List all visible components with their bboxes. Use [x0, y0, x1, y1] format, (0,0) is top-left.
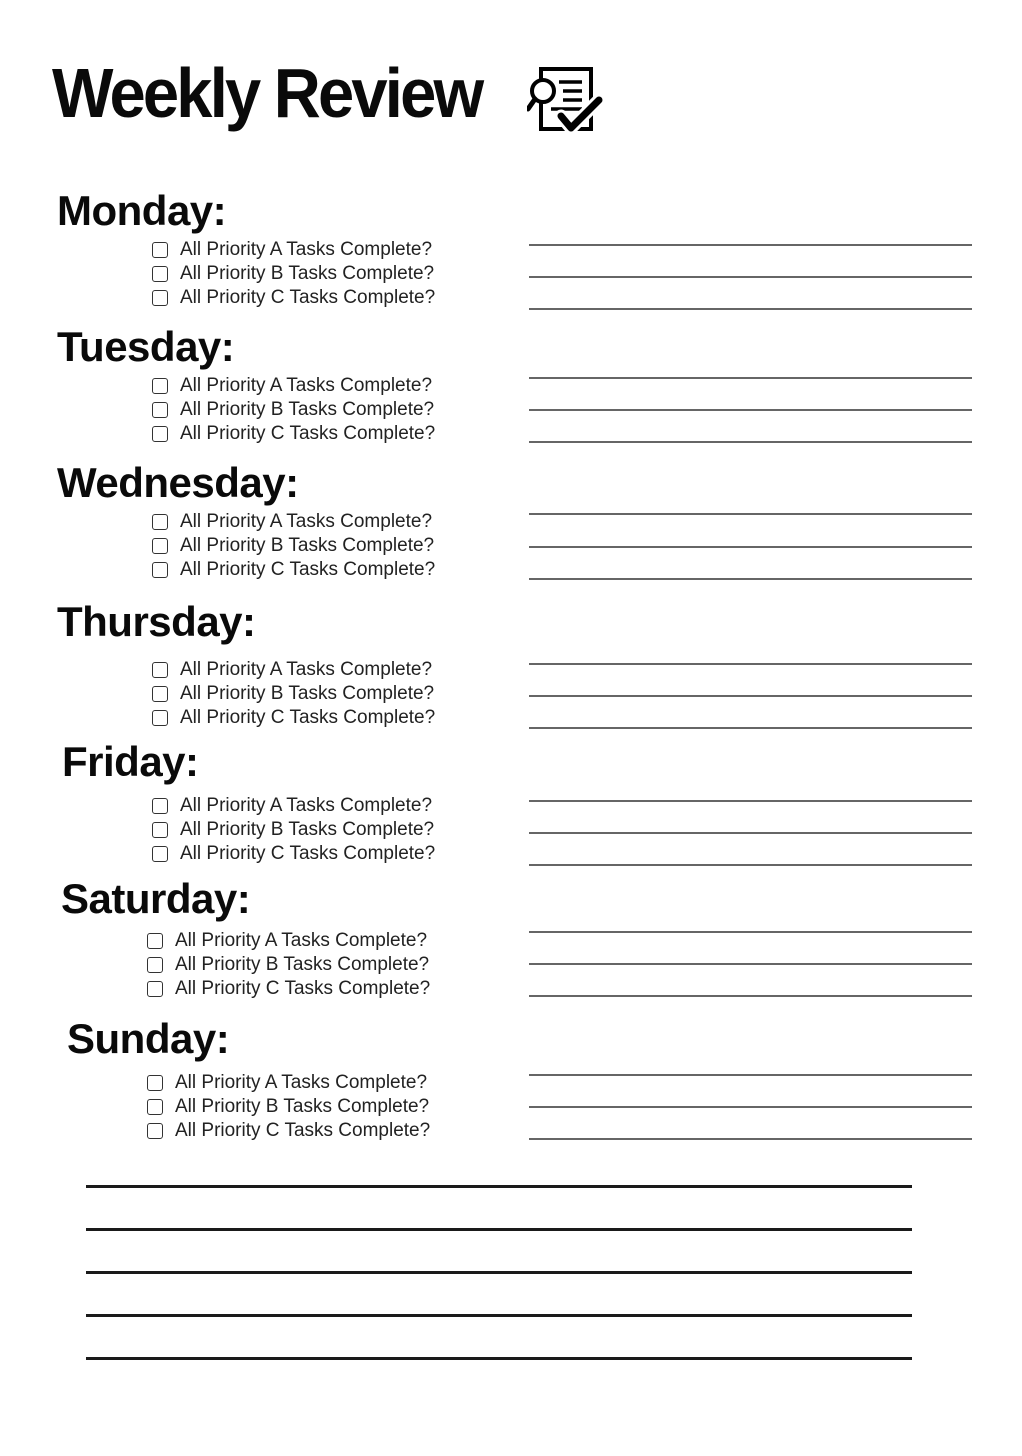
task-label: All Priority B Tasks Complete? — [180, 535, 435, 556]
task-label: All Priority B Tasks Complete? — [180, 263, 435, 284]
note-line[interactable] — [529, 546, 972, 548]
task-label: All Priority C Tasks Complete? — [180, 559, 436, 580]
day-section-thursday — [0, 598, 1022, 731]
day-heading: Monday: — [57, 187, 227, 234]
checkbox[interactable] — [152, 266, 168, 282]
task-label: All Priority B Tasks Complete? — [175, 1096, 430, 1117]
task-label: All Priority A Tasks Complete? — [180, 239, 433, 260]
task-label: All Priority A Tasks Complete? — [180, 659, 433, 680]
task-item[interactable] — [152, 682, 435, 706]
document-search-check-icon — [527, 66, 603, 138]
task-label: All Priority A Tasks Complete? — [175, 930, 428, 951]
notes-line[interactable] — [86, 1228, 912, 1231]
task-label: All Priority A Tasks Complete? — [180, 795, 433, 816]
checkbox[interactable] — [152, 846, 168, 862]
task-item[interactable] — [152, 422, 435, 446]
checkbox[interactable] — [147, 981, 163, 997]
task-item[interactable] — [152, 658, 435, 682]
task-label: All Priority C Tasks Complete? — [180, 423, 436, 444]
checkbox[interactable] — [152, 514, 168, 530]
note-line[interactable] — [529, 963, 972, 965]
note-line[interactable] — [529, 931, 972, 933]
checkbox[interactable] — [152, 378, 168, 394]
task-label: All Priority C Tasks Complete? — [175, 978, 431, 999]
checkbox[interactable] — [147, 1099, 163, 1115]
checkbox[interactable] — [152, 242, 168, 258]
note-line[interactable] — [529, 578, 972, 580]
task-list — [147, 1071, 430, 1143]
task-label: All Priority C Tasks Complete? — [180, 843, 436, 864]
checkbox[interactable] — [147, 933, 163, 949]
task-label: All Priority C Tasks Complete? — [180, 287, 436, 308]
note-line[interactable] — [529, 864, 972, 866]
day-heading: Thursday: — [57, 598, 256, 645]
task-item[interactable] — [152, 238, 435, 262]
task-item[interactable] — [152, 398, 435, 422]
task-item[interactable] — [152, 842, 435, 866]
task-list — [147, 929, 430, 1001]
day-section-tuesday — [0, 323, 1022, 456]
task-label: All Priority B Tasks Complete? — [180, 683, 435, 704]
day-section-monday — [0, 187, 1022, 320]
notes-line[interactable] — [86, 1357, 912, 1360]
task-item[interactable] — [147, 929, 430, 953]
note-line[interactable] — [529, 409, 972, 411]
checkbox[interactable] — [152, 426, 168, 442]
note-line[interactable] — [529, 244, 972, 246]
checkbox[interactable] — [152, 798, 168, 814]
task-label: All Priority B Tasks Complete? — [180, 399, 435, 420]
day-section-friday — [0, 738, 1022, 871]
checkbox[interactable] — [152, 686, 168, 702]
checkbox[interactable] — [152, 662, 168, 678]
task-item[interactable] — [147, 1071, 430, 1095]
day-heading: Sunday: — [67, 1015, 230, 1062]
note-line[interactable] — [529, 1074, 972, 1076]
day-heading: Saturday: — [61, 875, 251, 922]
task-item[interactable] — [152, 818, 435, 842]
note-line[interactable] — [529, 695, 972, 697]
task-item[interactable] — [147, 1119, 430, 1143]
task-item[interactable] — [152, 558, 435, 582]
checkbox[interactable] — [152, 402, 168, 418]
checkbox[interactable] — [152, 822, 168, 838]
checkbox[interactable] — [152, 290, 168, 306]
note-line[interactable] — [529, 1138, 972, 1140]
task-item[interactable] — [152, 534, 435, 558]
note-line[interactable] — [529, 308, 972, 310]
task-list — [152, 794, 435, 866]
note-line[interactable] — [529, 441, 972, 443]
note-line[interactable] — [529, 727, 972, 729]
day-section-wednesday — [0, 459, 1022, 592]
day-heading: Wednesday: — [57, 459, 299, 506]
task-label: All Priority C Tasks Complete? — [175, 1120, 431, 1141]
task-item[interactable] — [152, 794, 435, 818]
checkbox[interactable] — [152, 562, 168, 578]
checkbox[interactable] — [152, 538, 168, 554]
notes-line[interactable] — [86, 1314, 912, 1317]
task-list — [152, 510, 435, 582]
task-item[interactable] — [152, 706, 435, 730]
note-line[interactable] — [529, 1106, 972, 1108]
note-line[interactable] — [529, 800, 972, 802]
checkbox[interactable] — [147, 957, 163, 973]
task-item[interactable] — [152, 510, 435, 534]
note-line[interactable] — [529, 513, 972, 515]
checkbox[interactable] — [147, 1123, 163, 1139]
task-label: All Priority A Tasks Complete? — [180, 511, 433, 532]
task-item[interactable] — [147, 1095, 430, 1119]
task-item[interactable] — [147, 953, 430, 977]
task-label: All Priority A Tasks Complete? — [180, 375, 433, 396]
notes-line[interactable] — [86, 1271, 912, 1274]
day-heading: Friday: — [62, 738, 199, 785]
task-label: All Priority B Tasks Complete? — [175, 954, 430, 975]
notes-area — [86, 1185, 912, 1400]
day-section-saturday — [0, 875, 1022, 1008]
task-list — [152, 658, 435, 730]
checkbox[interactable] — [152, 710, 168, 726]
note-line[interactable] — [529, 377, 972, 379]
checkbox[interactable] — [147, 1075, 163, 1091]
note-line[interactable] — [529, 995, 972, 997]
task-item[interactable] — [152, 374, 435, 398]
task-list — [152, 238, 435, 310]
day-section-sunday — [0, 1015, 1022, 1148]
note-line[interactable] — [529, 832, 972, 834]
task-label: All Priority B Tasks Complete? — [180, 819, 435, 840]
page-title: Weekly Review — [52, 54, 482, 132]
task-list — [152, 374, 435, 446]
note-line[interactable] — [529, 276, 972, 278]
note-line[interactable] — [529, 663, 972, 665]
task-item[interactable] — [152, 262, 435, 286]
task-item[interactable] — [147, 977, 430, 1001]
task-label: All Priority A Tasks Complete? — [175, 1072, 428, 1093]
day-heading: Tuesday: — [57, 323, 235, 370]
notes-line[interactable] — [86, 1185, 912, 1188]
task-label: All Priority C Tasks Complete? — [180, 707, 436, 728]
task-item[interactable] — [152, 286, 435, 310]
